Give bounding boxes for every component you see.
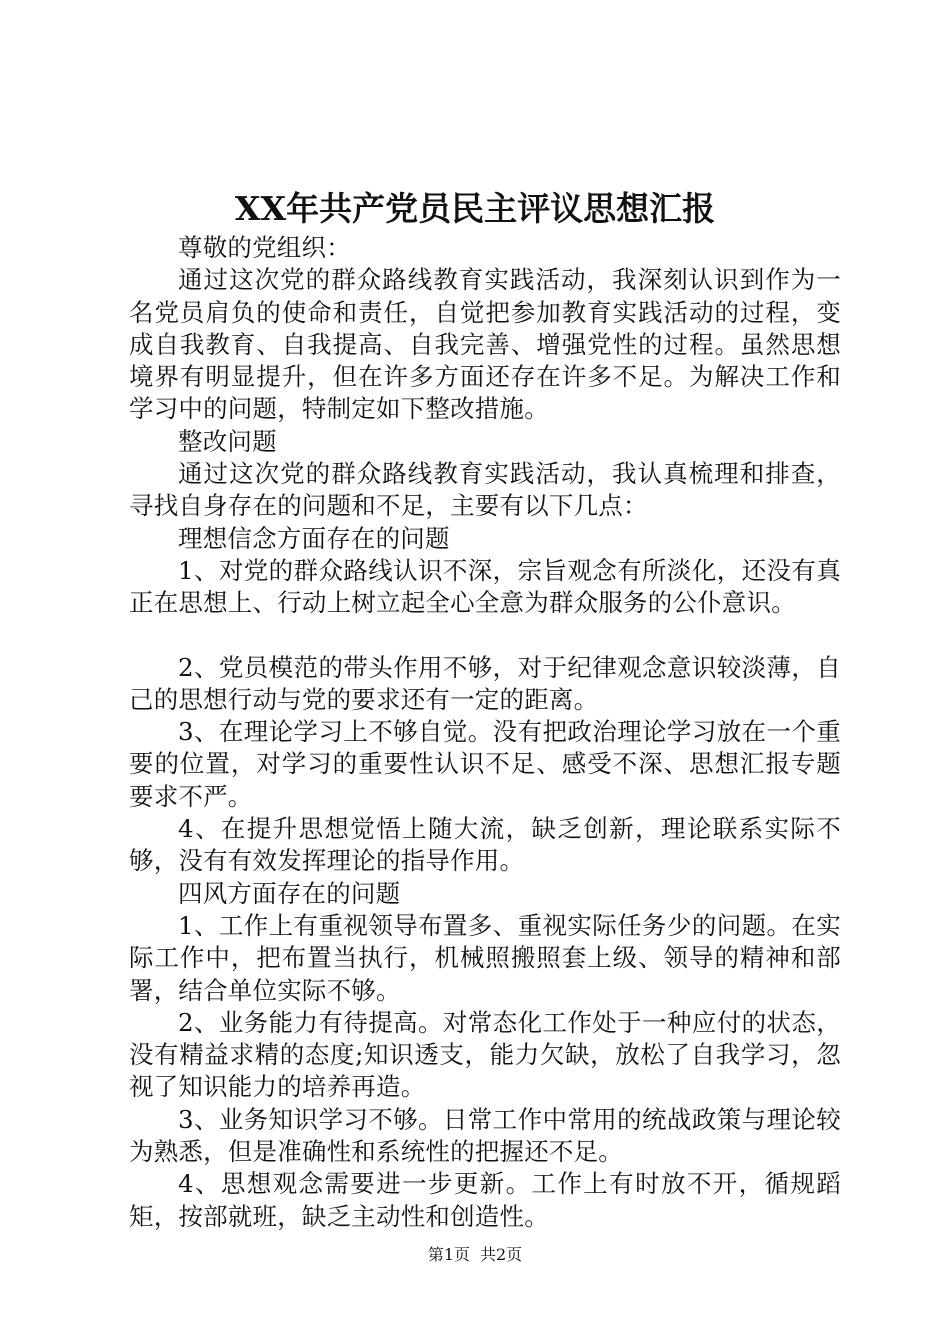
list-item: 2、业务能力有待提高。对常态化工作处于一种应付的状态，没有精益求精的态度;知识透支，能力欠缺，放松了自我学习，忽视了知识能力的培养再造。 <box>129 1007 841 1102</box>
page-number: 第1页 <box>427 1245 470 1264</box>
section-heading-ideals: 理想信念方面存在的问题 <box>178 523 450 553</box>
list-item: 4、思想观念需要进一步更新。工作上有时放不开，循规蹈矩，按部就班，缺乏主动性和创造性。 <box>129 1169 841 1231</box>
paragraph-spacer <box>129 620 841 652</box>
list-item: 4、在提升思想觉悟上随大流，缺乏创新，理论联系实际不够，没有有效发挥理论的指导作用。 <box>129 814 841 876</box>
salutation: 尊敬的党组织： <box>178 233 351 262</box>
list-item: 2、党员模范的带头作用不够，对于纪律观念意识较淡薄，自己的思想行动与党的要求还有一定的距离。 <box>129 652 841 714</box>
section-heading-rectification: 整改问题 <box>178 426 277 456</box>
list-item: 1、对党的群众路线认识不深，宗旨观念有所淡化，还没有真正在思想上、行动上树立起全心全意为群众服务的公仆意识。 <box>129 555 841 618</box>
list-item: 3、业务知识学习不够。日常工作中常用的统战政策与理论较为熟悉，但是准确性和系统性的把握还不足。 <box>129 1104 841 1167</box>
paragraph-intro: 通过这次党的群众路线教育实践活动，我深刻认识到作为一名党员肩负的使命和责任，自觉把参加教育实践活动的过程，变成自我教育、自我提高、自我完善、增强党性的过程。虽然思想境界有明显提升，但在许多方面还存在许多不足。为解决工作和学习中的问题，特制定如下整改措施。 <box>129 265 841 424</box>
list-item: 1、工作上有重视领导布置多、重视实际任务少的问题。在实际工作中，把布置当执行，机械照搬照套上级、领导的精神和部署，结合单位实际不够。 <box>129 910 841 1005</box>
page-footer <box>0 1244 950 1266</box>
paragraph-review: 通过这次党的群众路线教育实践活动，我认真梳理和排查，寻找自身存在的问题和不足，主要有以下几点： <box>129 459 841 521</box>
document-title: XX年共产党员民主评议思想汇报 <box>234 189 716 228</box>
section-heading-four-styles: 四风方面存在的问题 <box>178 878 401 908</box>
page-total: 共2页 <box>480 1245 523 1264</box>
list-item: 3、在理论学习上不够自觉。没有把政治理论学习放在一个重要的位置，对学习的重要性认识不足、感受不深、思想汇报专题要求不严。 <box>129 717 841 811</box>
document-body <box>129 232 841 1233</box>
